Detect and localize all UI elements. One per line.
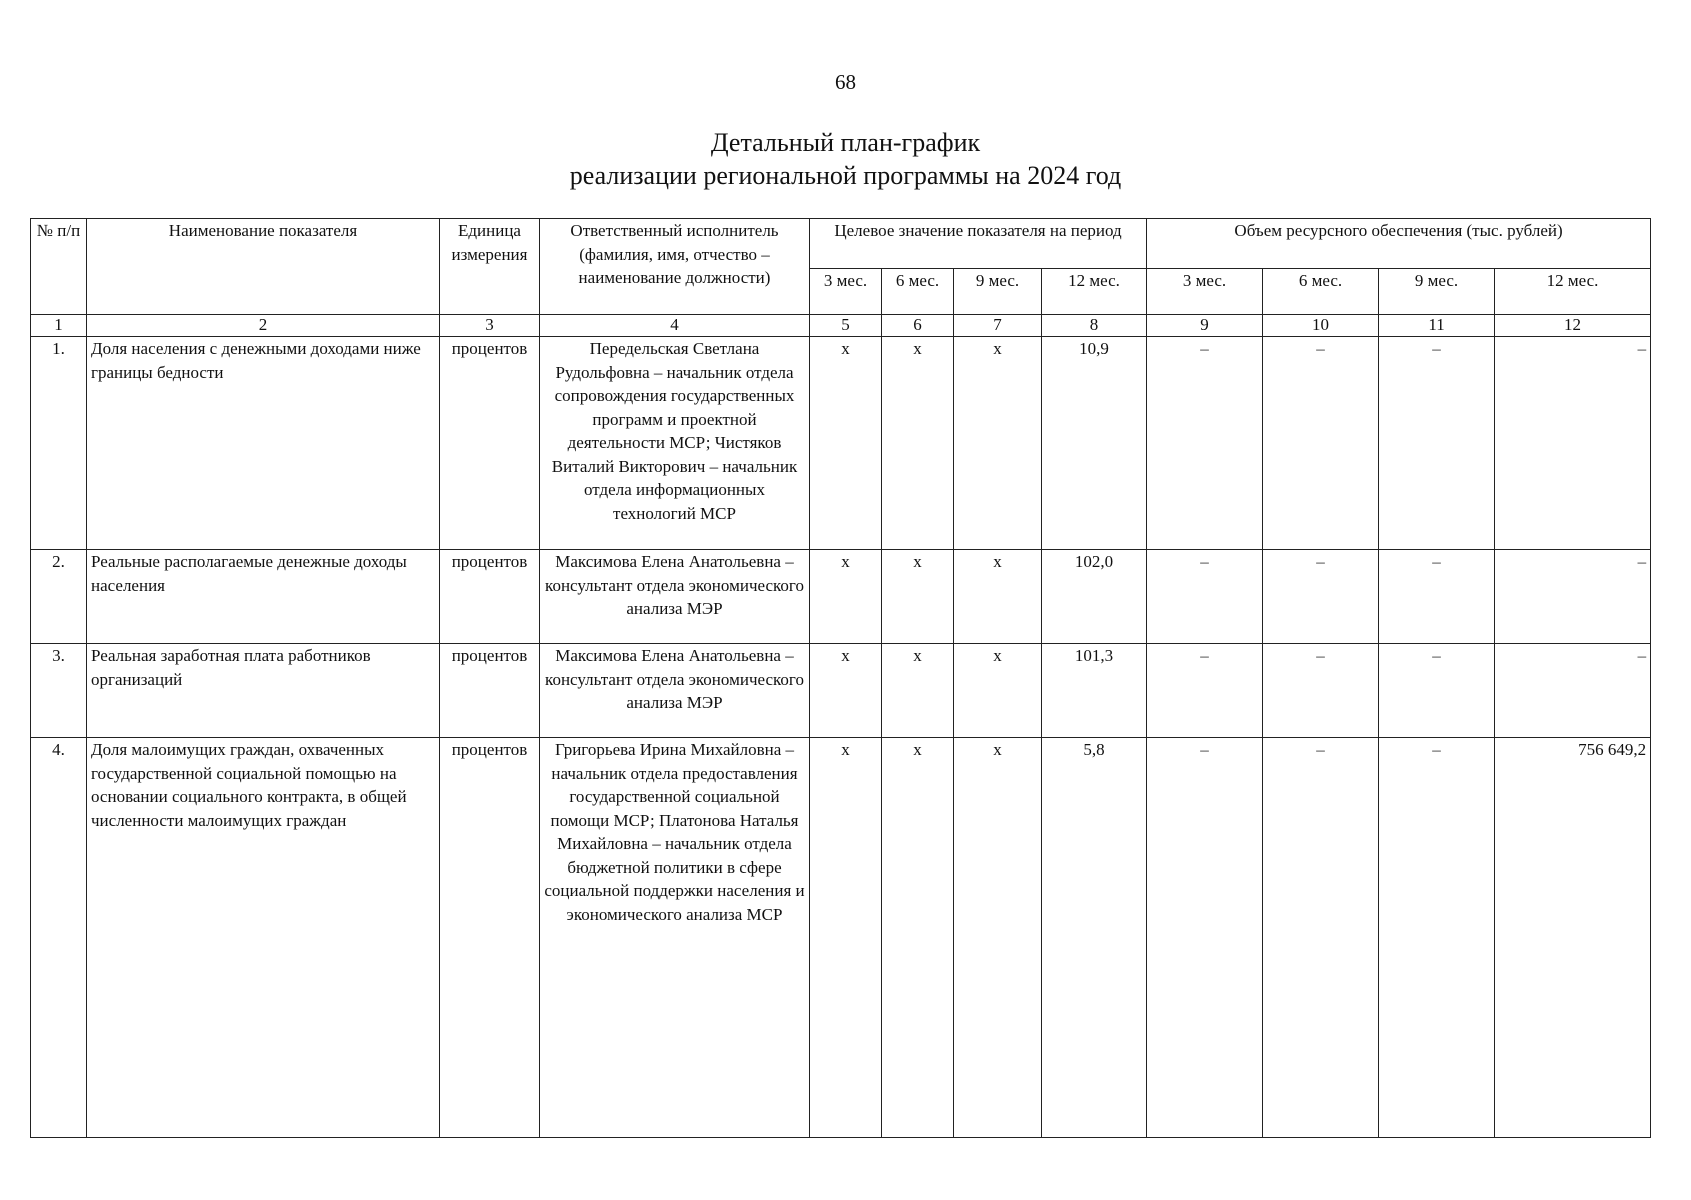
table-row: [31, 644, 1651, 738]
row-target-6m: x: [882, 644, 954, 738]
row-target-9m: x: [954, 550, 1042, 644]
plan-table: [30, 218, 1651, 1138]
row-resource-6m: –: [1263, 550, 1379, 644]
row-target-3m: x: [810, 550, 882, 644]
row-num: 2.: [31, 550, 87, 644]
row-target-9m: x: [954, 337, 1042, 550]
header-target-6m: 6 мес.: [882, 269, 954, 315]
row-target-9m: x: [954, 644, 1042, 738]
row-target-12m: 5,8: [1042, 738, 1147, 1138]
row-indicator-name: Реальная заработная плата работников организаций: [87, 644, 440, 738]
header-target-group: Целевое значение показателя на период: [810, 219, 1147, 269]
header-resource-3m: 3 мес.: [1147, 269, 1263, 315]
row-target-9m: x: [954, 738, 1042, 1138]
header-unit: Единица измерения: [440, 219, 540, 315]
row-num: 3.: [31, 644, 87, 738]
row-target-6m: x: [882, 738, 954, 1138]
column-number: 4: [540, 315, 810, 337]
document-title: [0, 126, 1691, 192]
column-number: 7: [954, 315, 1042, 337]
row-target-12m: 102,0: [1042, 550, 1147, 644]
row-unit: процентов: [440, 644, 540, 738]
header-target-3m: 3 мес.: [810, 269, 882, 315]
row-responsible: Григорьева Ирина Михайловна – начальник отдела предоставления государственной социальной помощи МСР; Платонова Наталья Михайловна – начальник отдела бюджетной политики в сфере социальной поддержки населения и экономического анализа МСР: [540, 738, 810, 1138]
table-row: [31, 337, 1651, 550]
row-resource-12m: 756 649,2: [1495, 738, 1651, 1138]
row-resource-12m: –: [1495, 550, 1651, 644]
row-target-3m: x: [810, 337, 882, 550]
column-number: 12: [1495, 315, 1651, 337]
title-line-1: Детальный план-график: [710, 128, 981, 157]
title-line-2: реализации региональной программы на 2024 год: [569, 161, 1122, 190]
row-unit: процентов: [440, 337, 540, 550]
row-resource-9m: –: [1379, 644, 1495, 738]
row-num: 4.: [31, 738, 87, 1138]
row-responsible: Передельская Светлана Рудольфовна – начальник отдела сопровождения государственных программ и проектной деятельности МСР; Чистяков Виталий Викторович – начальник отдела информационных технологий МСР: [540, 337, 810, 550]
row-unit: процентов: [440, 738, 540, 1138]
row-resource-3m: –: [1147, 550, 1263, 644]
header-resource-9m: 9 мес.: [1379, 269, 1495, 315]
header-name: Наименование показателя: [87, 219, 440, 315]
row-resource-3m: –: [1147, 644, 1263, 738]
page-number: 68: [835, 70, 856, 94]
row-resource-3m: –: [1147, 738, 1263, 1138]
header-target-12m: 12 мес.: [1042, 269, 1147, 315]
row-resource-3m: –: [1147, 337, 1263, 550]
row-target-12m: 10,9: [1042, 337, 1147, 550]
column-number: 5: [810, 315, 882, 337]
column-number: 10: [1263, 315, 1379, 337]
column-number: 1: [31, 315, 87, 337]
header-resource-6m: 6 мес.: [1263, 269, 1379, 315]
table-row: [31, 550, 1651, 644]
row-indicator-name: Доля населения с денежными доходами ниже границы бедности: [87, 337, 440, 550]
row-indicator-name: Реальные располагаемые денежные доходы населения: [87, 550, 440, 644]
row-resource-9m: –: [1379, 738, 1495, 1138]
header-resource-12m: 12 мес.: [1495, 269, 1651, 315]
row-resource-6m: –: [1263, 337, 1379, 550]
row-responsible: Максимова Елена Анатольевна – консультант отдела экономического анализа МЭР: [540, 550, 810, 644]
row-num: 1.: [31, 337, 87, 550]
row-resource-9m: –: [1379, 550, 1495, 644]
column-number: 6: [882, 315, 954, 337]
header-num: № п/п: [31, 219, 87, 315]
row-resource-6m: –: [1263, 738, 1379, 1138]
header-responsible: Ответственный исполнитель (фамилия, имя, отчество – наименование должности): [540, 219, 810, 315]
column-number: 2: [87, 315, 440, 337]
row-resource-12m: –: [1495, 337, 1651, 550]
row-resource-6m: –: [1263, 644, 1379, 738]
header-target-9m: 9 мес.: [954, 269, 1042, 315]
table-row: [31, 738, 1651, 1138]
row-responsible: Максимова Елена Анатольевна – консультант отдела экономического анализа МЭР: [540, 644, 810, 738]
row-target-3m: x: [810, 644, 882, 738]
row-target-3m: x: [810, 738, 882, 1138]
header-resource-group: Объем ресурсного обеспечения (тыс. рублей): [1147, 219, 1651, 269]
row-unit: процентов: [440, 550, 540, 644]
column-number: 3: [440, 315, 540, 337]
row-target-6m: x: [882, 337, 954, 550]
row-target-12m: 101,3: [1042, 644, 1147, 738]
column-number: 9: [1147, 315, 1263, 337]
row-resource-12m: –: [1495, 644, 1651, 738]
row-target-6m: x: [882, 550, 954, 644]
column-number: 8: [1042, 315, 1147, 337]
row-resource-9m: –: [1379, 337, 1495, 550]
row-indicator-name: Доля малоимущих граждан, охваченных государственной социальной помощью на основании социального контракта, в общей численности малоимущих граждан: [87, 738, 440, 1138]
column-number: 11: [1379, 315, 1495, 337]
